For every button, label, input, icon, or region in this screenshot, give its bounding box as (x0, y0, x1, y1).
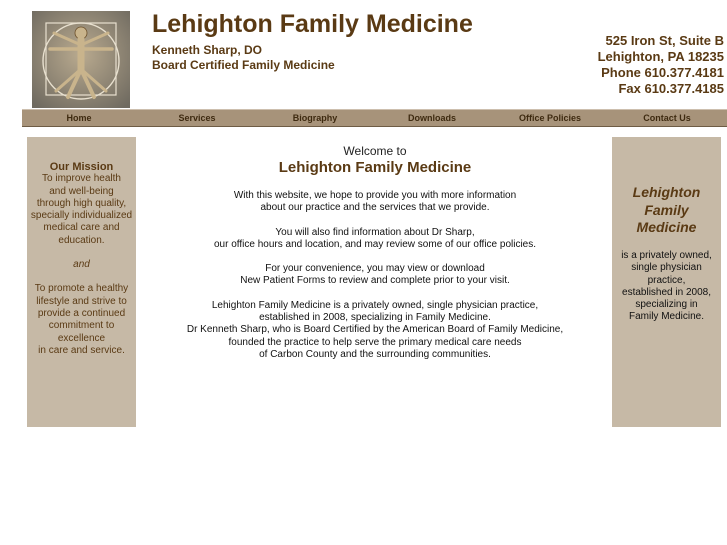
forms-paragraph (140, 263, 610, 288)
nav-services[interactable]: Services (178, 113, 216, 123)
mission-statement (27, 161, 136, 357)
address-street: 525 Iron St, Suite B (605, 33, 724, 48)
fax-number: Fax 610.377.4185 (618, 81, 724, 96)
mission-line: excellence (57, 332, 106, 344)
phone-number: Phone 610.377.4181 (601, 65, 724, 80)
practice-name-line: Family (644, 201, 689, 218)
mission-line: education. (58, 234, 105, 246)
address-city: Lehighton, PA 18235 (597, 49, 724, 64)
paragraph-line: You will also find information about Dr Sharp, (275, 226, 475, 238)
nav-biography[interactable]: Biography (292, 113, 338, 123)
main-title: Lehighton Family Medicine (278, 159, 472, 176)
doctor-name: Kenneth Sharp, DO (152, 43, 263, 57)
nav-home[interactable]: Home (66, 113, 92, 123)
mission-line: provide a continued (37, 307, 126, 319)
vitruvian-man-icon (32, 11, 130, 108)
mission-line: through high quality, (36, 197, 127, 209)
paragraph-line: established in 2008, specializing in Family Medicine. (259, 312, 491, 324)
mission-heading: Our Mission (49, 161, 114, 173)
main-nav-bar (22, 109, 727, 127)
welcome-text: Welcome to (343, 144, 407, 158)
description-line: is a privately owned, (621, 250, 712, 261)
nav-office-policies[interactable]: Office Policies (518, 113, 582, 123)
mission-line: commitment to (48, 320, 115, 332)
paragraph-line: about our practice and the services that we provide. (260, 202, 490, 214)
main-content (140, 144, 610, 361)
spacer (27, 271, 136, 283)
mission-line: and well-being (49, 185, 114, 197)
paragraph-line: New Patient Forms to review and complete prior to your visit. (240, 275, 510, 287)
description-line: established in 2008, (622, 286, 711, 298)
mission-line: medical care and (43, 222, 120, 234)
nav-downloads[interactable]: Downloads (407, 113, 457, 123)
paragraph-line: Lehighton Family Medicine is a privately owned, single physician practice, (211, 299, 539, 311)
practice-name-line: Lehighton (632, 184, 701, 200)
practice-name-line: Medicine (636, 219, 697, 235)
practice-name (612, 184, 721, 237)
paragraph-line: Dr Kenneth Sharp, who is Board Certified by the American Board of Family Medicine, (186, 324, 564, 336)
paragraph-line: With this website, we hope to provide you with more information (233, 190, 517, 201)
mission-and: and (73, 259, 90, 271)
spacer (27, 247, 136, 259)
description-line: specializing in (635, 299, 698, 311)
paragraph-line: founded the practice to help serve the primary medical care needs (228, 336, 522, 348)
paragraph-line: For your convenience, you may view or download (265, 263, 485, 275)
about-paragraph (140, 300, 610, 361)
mission-line: lifestyle and strive to (36, 295, 127, 307)
mission-line: To improve health (42, 173, 121, 185)
practice-description (612, 250, 721, 324)
description-line: single physician (631, 262, 702, 274)
intro-paragraph (140, 190, 610, 215)
certification-text: Board Certified Family Medicine (152, 58, 335, 72)
vitruvian-man-logo (32, 11, 130, 108)
mission-line: To promote a healthy (34, 283, 129, 295)
paragraph-line: of Carbon County and the surrounding communities. (259, 348, 491, 360)
site-title: Lehighton Family Medicine (152, 10, 473, 38)
paragraph-line: our office hours and location, and may review some of our office policies. (213, 238, 537, 250)
mission-sidebar (27, 137, 136, 427)
contact-address (598, 33, 724, 97)
description-line: Family Medicine. (628, 311, 705, 323)
info-paragraph (140, 227, 610, 252)
mission-line: in care and service. (38, 344, 125, 356)
mission-line: specially individualized (30, 210, 133, 222)
practice-sidebar (612, 137, 721, 427)
description-line: practice, (647, 274, 686, 286)
nav-contact-us[interactable]: Contact Us (643, 113, 691, 123)
